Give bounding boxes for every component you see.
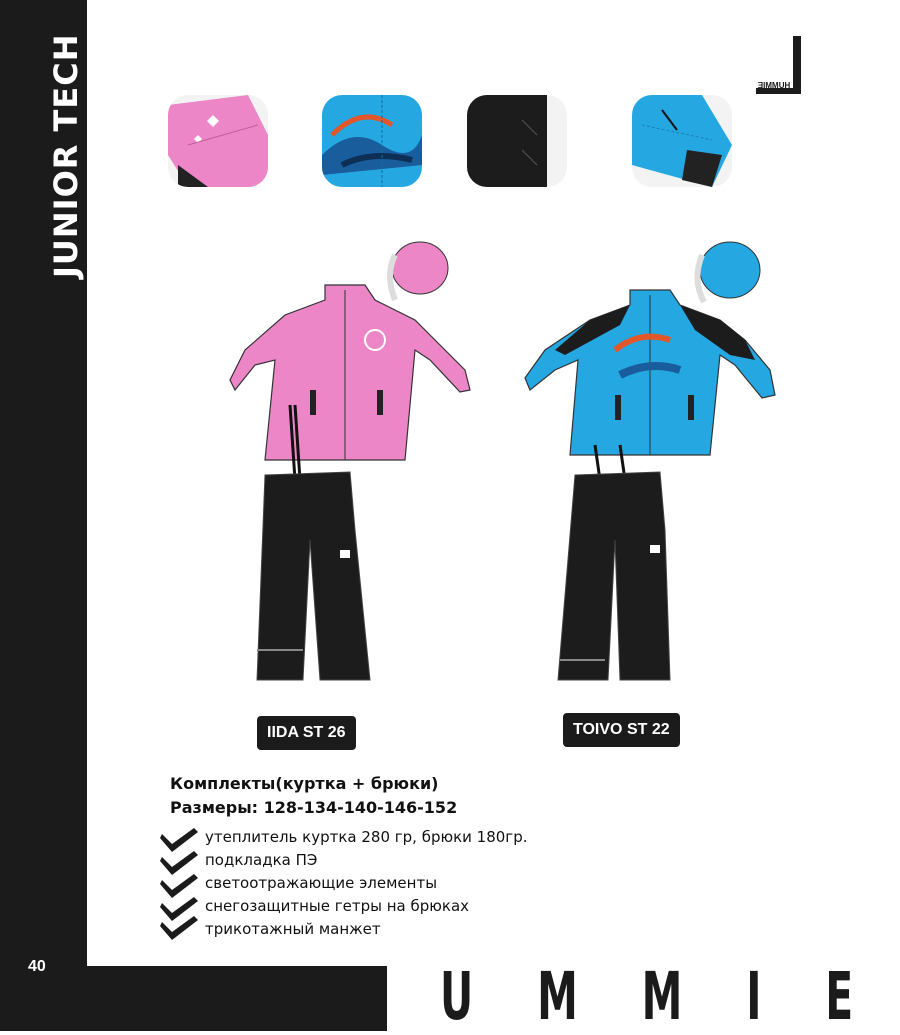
section-title: JUNIOR TECH <box>47 33 85 278</box>
outfit-pink <box>225 240 485 690</box>
set-title: Комплекты(куртка + брюки) <box>170 774 439 793</box>
swatch-blue-sleeve <box>632 95 732 187</box>
product-label-toivo: TOIVO ST 22 <box>563 713 680 747</box>
swatch-blue-print <box>322 95 422 187</box>
feature-item: трикотажный манжет <box>205 920 381 938</box>
page-number: 40 <box>28 958 46 975</box>
footer-brand: U M M I E <box>440 958 879 1035</box>
footer-bar <box>87 966 387 1031</box>
swatch-pink-sleeve <box>168 95 268 187</box>
feature-item: светоотражающие элементы <box>205 874 438 892</box>
outfit-blue <box>520 240 790 690</box>
feature-item: снегозащитные гетры на брюках <box>205 897 470 915</box>
swatch-black-fabric <box>467 95 567 187</box>
sizes: Размеры: 128-134-140-146-152 <box>170 798 458 817</box>
svg-text:HUMMIE: HUMMIE <box>757 81 791 90</box>
feature-item: утеплитель куртка 280 гр, брюки 180гр. <box>205 828 528 846</box>
product-label-iida: IIDA ST 26 <box>257 716 356 750</box>
brand-logo <box>756 36 804 96</box>
features-list <box>205 826 527 941</box>
check-icons <box>160 826 202 941</box>
feature-item: подкладка ПЭ <box>205 851 318 869</box>
product-info <box>170 772 457 820</box>
